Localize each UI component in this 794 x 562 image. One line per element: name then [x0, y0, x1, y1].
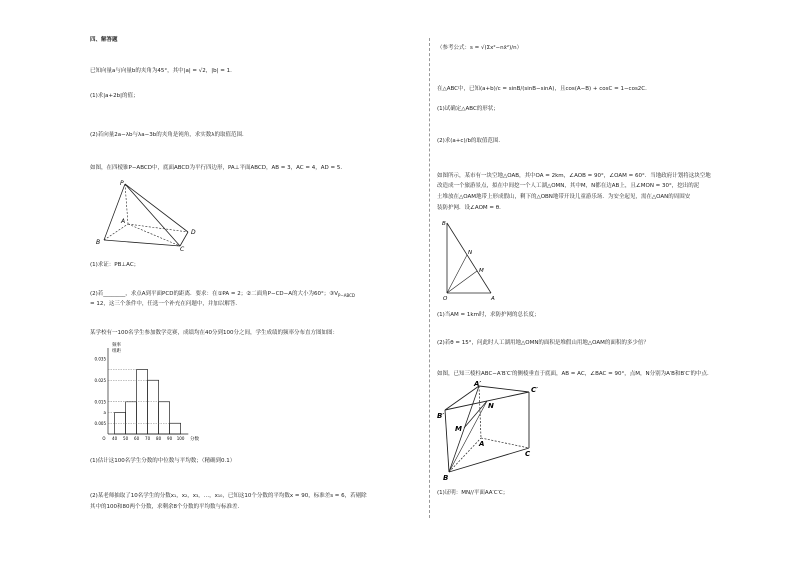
label-C: C [180, 246, 185, 253]
park-label-N: N [468, 250, 473, 256]
section-title: 四、解答题 [90, 37, 118, 43]
volume-subscript: P−ABCD [337, 293, 355, 299]
park-figure [437, 215, 507, 305]
hist-ylabel-1: 频率 [112, 343, 121, 348]
label-A: A [121, 218, 126, 225]
hist-y-tick-label: 0.015 [94, 399, 106, 405]
park-label-A: A [491, 296, 495, 302]
pyramid-question-intro: 如图，在四棱锥P−ABCD中，底面ABCD为平行四边形，PA⊥平面ABCD，AB = 3，AC = 4，AD = 5． [90, 165, 346, 171]
hist-bar [159, 402, 170, 434]
park-question-line4: 装防护网．设∠AOM = θ． [437, 205, 505, 211]
prism-figure [437, 380, 547, 480]
hist-y-tick-label: 0.025 [94, 377, 106, 383]
stats-question-part2a: (2)某老师抽取了10名学生的分数x₁，x₂，x₃，…，x₁₀，已知这10个分数的平均数x = 90，标准差s = 6，若剔除 [90, 493, 367, 499]
prism-label-A1: A′ [474, 380, 482, 388]
hist-x-tick-label: 40 [112, 436, 118, 441]
prism-label-A: A [479, 440, 485, 448]
park-question-line3: 土堆放在△OAM地带上形成假山，剩下的△OBN地带开设儿童游乐场．为安全起见，需在△OAN的周围安 [437, 194, 691, 200]
histogram-chart [90, 340, 210, 452]
pyramid-question-part2a [90, 291, 355, 299]
hist-x-tick-label: 50 [123, 436, 129, 441]
park-question-line1: 如图所示，某市有一块空地△OAB，其中OA = 2km，∠AOB = 90°，∠OAM = 60°．当地政府计划将这块空地 [437, 173, 711, 179]
label-P: P [120, 180, 124, 187]
hist-bar [170, 423, 181, 434]
hist-x-tick-label: 60 [134, 436, 140, 441]
pyramid-figure [90, 176, 220, 253]
stats-question-part2b: 其中的100和80两个分数，求剩余8个分数的平均数与标准差． [90, 504, 243, 510]
label-B: B [96, 239, 101, 246]
label-D: D [191, 229, 196, 236]
park-label-M: M [479, 268, 484, 274]
hist-xlabel: 分数 [190, 437, 199, 442]
pyramid-question-part2b: = 12，这三个条件中，任选一个补充在问题中，并加以解答． [90, 301, 241, 307]
prism-label-B1: B′ [437, 412, 445, 420]
hist-x-tick-label: 100 [176, 436, 185, 441]
prism-label-B: B [443, 474, 449, 482]
hist-x-tick-label: 80 [156, 436, 162, 441]
park-question-part2: (2)若θ = 15°，问此时人工湖用地△OMN的面积是堆假山用地△OAM的面积的多少倍？ [437, 340, 649, 346]
stats-question-intro: 某学校有一100名学生参加数学竞赛，成绩均在40分到100分之间，学生成绩的频率分布直方图如图： [90, 330, 338, 336]
prism-label-M: M [455, 425, 462, 433]
vector-question-part1: (1)求|a+2b|的值； [90, 93, 139, 99]
park-question-line2: 改造成一个旅游景点，拟在中间挖一个人工湖△OMN，其中M，N都在边AB上，且∠MON = 30°，挖出的泥 [437, 183, 700, 189]
hist-ylabel-2: 组距 [112, 349, 121, 354]
pyramid-question-part1: (1)求证：PB⊥AC； [90, 262, 140, 268]
prism-label-N: N [488, 402, 494, 410]
hist-y-tick-label: 0.035 [94, 356, 106, 362]
triangle-question-intro: 在△ABC中，已知(a+b)/c = sinB/(sinB−sinA)，且cos(A−B) + cosC = 1−cos2C． [437, 86, 651, 92]
triangle-question-part2: (2)求(a+c)/b的取值范围． [437, 138, 504, 144]
park-question-part1: (1)当AM = 1km时，求防护网的总长度； [437, 312, 540, 318]
prism-label-C: C [525, 450, 531, 458]
column-divider [429, 38, 430, 518]
vector-question-intro: 已知向量a与向量b的夹角为45°，其中|a| = √2，|b| = 1. [90, 68, 232, 74]
hist-y-tick-label: a [103, 410, 106, 415]
park-label-B: B [442, 221, 446, 227]
vector-question-part2: (2)若向量2a−λb与λa−3b的夹角是钝角，求实数λ的取值范围． [90, 132, 248, 138]
pyramid-part2a-text: (2)若________，求点A到平面PCD的距离．要求：在①PA = 2；②二面角P−CD−A的大小为60°；③V [90, 291, 338, 297]
hist-x-tick-label: 90 [167, 436, 173, 441]
triangle-question-part1: (1)试确定△ABC的形状； [437, 106, 499, 112]
hist-y-tick-label: 0.005 [94, 420, 106, 426]
hist-origin-label: O [102, 436, 106, 441]
prism-label-C1: C′ [531, 386, 538, 394]
stats-question-part1: (1)估计这100名学生分数的中位数与平均数；（精确到0.1） [90, 458, 236, 464]
prism-question-part1: (1)证明：MN//平面AA′C′C； [437, 490, 509, 496]
hist-bar [126, 402, 137, 434]
hist-x-tick-label: 70 [145, 436, 151, 441]
prism-question-intro: 如图，已知三棱柱ABC−A′B′C′的侧棱垂直于底面，AB = AC，∠BAC = 90°，点M，N分别为A′B和B′C′的中点． [437, 371, 713, 377]
reference-formula: （参考公式：s = √(Σx²−nx̄²)/n） [437, 45, 523, 51]
park-label-O: O [443, 296, 448, 302]
hist-bar [148, 380, 159, 434]
